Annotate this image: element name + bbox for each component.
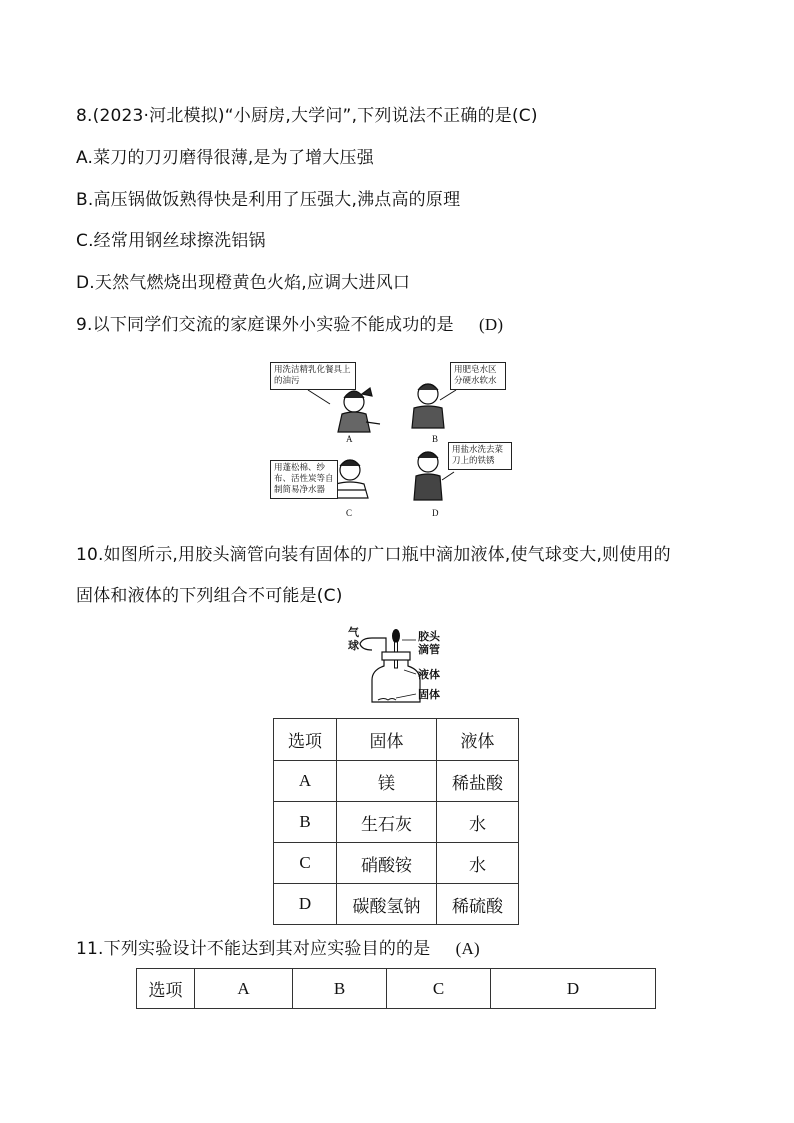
figure-label-c: C (346, 508, 353, 518)
table-row (274, 843, 519, 884)
table-row (274, 884, 519, 925)
q11-options-table (136, 968, 656, 1009)
row-option: B (274, 802, 337, 843)
header-d: D (491, 969, 656, 1009)
q10-apparatus (344, 626, 454, 706)
row-option: D (274, 884, 337, 925)
row-solid: 碳酸氢钠 (337, 884, 437, 925)
table-header-row (274, 719, 519, 761)
row-option: C (274, 843, 337, 884)
row-liquid: 水 (437, 802, 519, 843)
header-solid: 固体 (337, 719, 437, 761)
q11-answer: (A) (455, 939, 480, 958)
table-row (274, 802, 519, 843)
header-a: A (195, 969, 293, 1009)
student-b-figure (412, 384, 444, 428)
balloon-label: 气球 (348, 626, 359, 652)
q8-option-c: C.经常用钢丝球擦洗铝锅 (76, 231, 266, 251)
q11-stem-line (76, 937, 480, 961)
header-b: B (293, 969, 387, 1009)
q9-figure (268, 356, 528, 522)
row-solid: 硝酸铵 (337, 843, 437, 884)
table-header-row (137, 969, 656, 1009)
liquid-label: 液体 (418, 668, 440, 681)
q9-answer: (D) (479, 315, 504, 334)
header-option: 选项 (137, 969, 195, 1009)
q10-stem-line1: 10.如图所示,用胶头滴管向装有固体的广口瓶中滴加液体,使气球变大,则使用的 (76, 545, 671, 565)
bubble-d: 用盐水洗去菜刀上的铁锈 (448, 442, 512, 470)
q8-option-a: A.菜刀的刀刃磨得很薄,是为了增大压强 (76, 148, 374, 168)
row-liquid: 水 (437, 843, 519, 884)
row-liquid: 稀硫酸 (437, 884, 519, 925)
student-a-figure (338, 388, 380, 432)
figure-label-a: A (346, 434, 353, 444)
q8-stem: 8.(2023·河北模拟)“小厨房,大学问”,下列说法不正确的是(C) (76, 106, 538, 126)
figure-label-d: D (432, 508, 439, 518)
row-solid: 镁 (337, 761, 437, 802)
dropper-label: 胶头滴管 (418, 630, 440, 656)
header-liquid: 液体 (437, 719, 519, 761)
q10-options-table (273, 718, 519, 925)
bubble-c: 用蓬松棉、纱布、活性炭等自制简易净水器 (270, 460, 338, 499)
q8-option-b: B.高压锅做饭熟得快是利用了压强大,沸点高的原理 (76, 190, 461, 210)
header-option: 选项 (274, 719, 337, 761)
q8-option-d: D.天然气燃烧出现橙黄色火焰,应调大进风口 (76, 273, 411, 293)
bubble-a: 用洗洁精乳化餐具上的油污 (270, 362, 356, 390)
figure-label-b: B (432, 434, 439, 444)
header-c: C (387, 969, 491, 1009)
q11-stem: 11.下列实验设计不能达到其对应实验目的的是 (76, 939, 431, 959)
bubble-b: 用肥皂水区分硬水软水 (450, 362, 506, 390)
table-row (274, 761, 519, 802)
q10-stem-line2: 固体和液体的下列组合不可能是(C) (76, 586, 343, 606)
solid-label: 固体 (418, 688, 440, 701)
q9-stem-line (76, 313, 503, 337)
student-d-figure (414, 452, 442, 500)
row-liquid: 稀盐酸 (437, 761, 519, 802)
q9-stem: 9.以下同学们交流的家庭课外小实验不能成功的是 (76, 315, 454, 335)
row-solid: 生石灰 (337, 802, 437, 843)
row-option: A (274, 761, 337, 802)
